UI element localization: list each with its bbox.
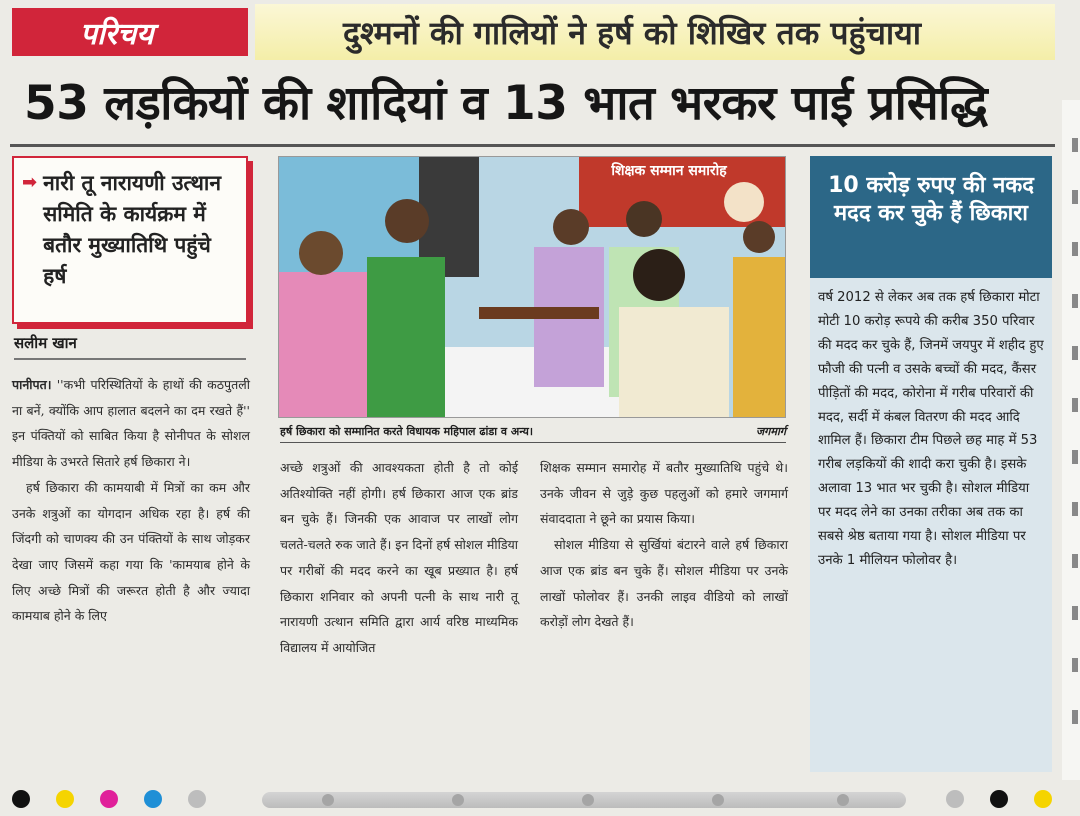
event-photo bbox=[278, 156, 786, 418]
registration-dot bbox=[188, 790, 206, 808]
registration-dot bbox=[990, 790, 1008, 808]
column-3-paragraph-1: शिक्षक सम्मान समारोह में बतौर मुख्यातिथि पहुंचे थे। उनके जीवन से जुड़े कुछ पहलुओं को हमारे जगमार्ग संवाददाता ने छूने का प्रयास किया। bbox=[540, 460, 788, 527]
article-column-2 bbox=[280, 455, 518, 661]
infobox-body: वर्ष 2012 से लेकर अब तक हर्ष छिकारा मोटा मोटी 10 करोड़ रूपये की करीब 350 परिवार की मदद कर चुके हैं, जिनमें जयपुर में शहीद हुए फौजी की पत्नी व उसके बच्चों की मदद, कैंसर पीड़ितों की मदद, कोरोना में गरीब परिवारों की मदद, सर्दी में कंबल वितरण की मदद आदि शामिल हैं। छिकारा टीम पिछले छह माह में 53 गरीब लड़कियों की शादी करा चुकी है। इसके अलावा 13 भात भर चुकी है। सोशल मीडिया पर मदद लेने का उनका तरीका अब तक का सबसे श्रेष्ठ बताया गया है। सोशल मीडिया पर उनके 1 मीलियन फोलोवर है। bbox=[810, 278, 1052, 772]
byline: सलीम खान bbox=[14, 333, 246, 360]
registration-dot bbox=[56, 790, 74, 808]
registration-dot bbox=[100, 790, 118, 808]
main-headline: 53 लड़कियों की शादियां व 13 भात भरकर पाई प्रसिद्धि bbox=[24, 76, 988, 131]
column-2-paragraph: अच्छे शत्रुओं की आवश्यकता होती है तो कोई अतिश्योक्ति नहीं होगी। हर्ष छिकारा आज एक ब्रांड बन चुके हैं। जिनकी एक आवाज पर लाखों लोग चलते-चलते रुक जाते हैं। इन दिनों हर्ष सोशल मीडिया पर गरीबों की मदद करने का खूब प्रख्यात है। हर्ष छिकारा शनिवार को अपनी पत्नी के साथ नारी तू नारायणी उत्थान समिति द्वारा आर्य वरिष्ठ माध्यमिक विद्यालय में आयोजित bbox=[280, 460, 518, 655]
article-column-3 bbox=[540, 455, 788, 635]
registration-strip bbox=[262, 792, 906, 808]
column-3-paragraph-2: सोशल मीडिया से सुर्खियां बंटारने वाले हर्ष छिकारा आज एक ब्रांड बन चुके हैं। सोशल मीडिया पर उनके लाखों फोलोवर हैं। उनकी लाइव वीडियो को लाखों करोड़ों लोग देखते हैं। bbox=[540, 537, 788, 630]
photo-caption-text: हर्ष छिकारा को सम्मानित करते विधायक महिपाल ढांडा व अन्य। bbox=[280, 425, 534, 438]
photo-caption bbox=[280, 424, 786, 443]
infobox-title: 10 करोड़ रुपए की नकद मदद कर चुके हैं छिकारा bbox=[810, 156, 1052, 278]
column-1-paragraph-2: हर्ष छिकारा की कामयाबी में मित्रों का कम और उनके शत्रुओं का योगदान अधिक रहा है। हर्ष की जिंदगी को चाणक्य की उन पंक्तियों के साथ जोड़कर देखा जाए जिसमें कहा गया कि 'कामयाब होने के लिए अच्छे मित्रों की जरूरत होती है और ज्यादा कामयाब होने के लिए bbox=[12, 479, 250, 624]
registration-dot bbox=[946, 790, 964, 808]
registration-dot bbox=[144, 790, 162, 808]
registration-dot bbox=[12, 790, 30, 808]
section-tag: परिचय bbox=[12, 8, 248, 56]
sidebar-blurb: नारी तू नारायणी उत्थान समिति के कार्यक्रम में बतौर मुख्यातिथि पहुंचे हर्ष bbox=[43, 171, 221, 288]
dateline: पानीपत। bbox=[12, 377, 52, 392]
photo-credit: जगमार्ग bbox=[756, 425, 786, 438]
headline-rule bbox=[10, 144, 1055, 147]
registration-dot bbox=[1034, 790, 1052, 808]
sidebar-blurb-box bbox=[12, 156, 248, 324]
column-1-paragraph-1: ''कभी परिस्थितियों के हाथों की कठपुतली ना बनें, क्योंकि आप हालात बदलने का दम रखते हैं'' इन पंक्तियों को साबित किया है सोनीपत के सोशल मीडिया के उभरते सितारे हर्ष छिकारा ने। bbox=[12, 377, 250, 470]
kicker-headline: दुश्मनों की गालियों ने हर्ष को शिखिर तक पहुंचाया bbox=[255, 4, 1055, 60]
arrow-right-icon: ➡ bbox=[22, 172, 38, 193]
article-column-1 bbox=[12, 372, 250, 629]
photo-banner-text: शिक्षक सम्मान समारोह bbox=[611, 163, 727, 179]
adjacent-column-edge bbox=[1062, 100, 1080, 780]
print-registration-bar bbox=[0, 778, 1080, 816]
event-photo-image bbox=[279, 157, 786, 418]
